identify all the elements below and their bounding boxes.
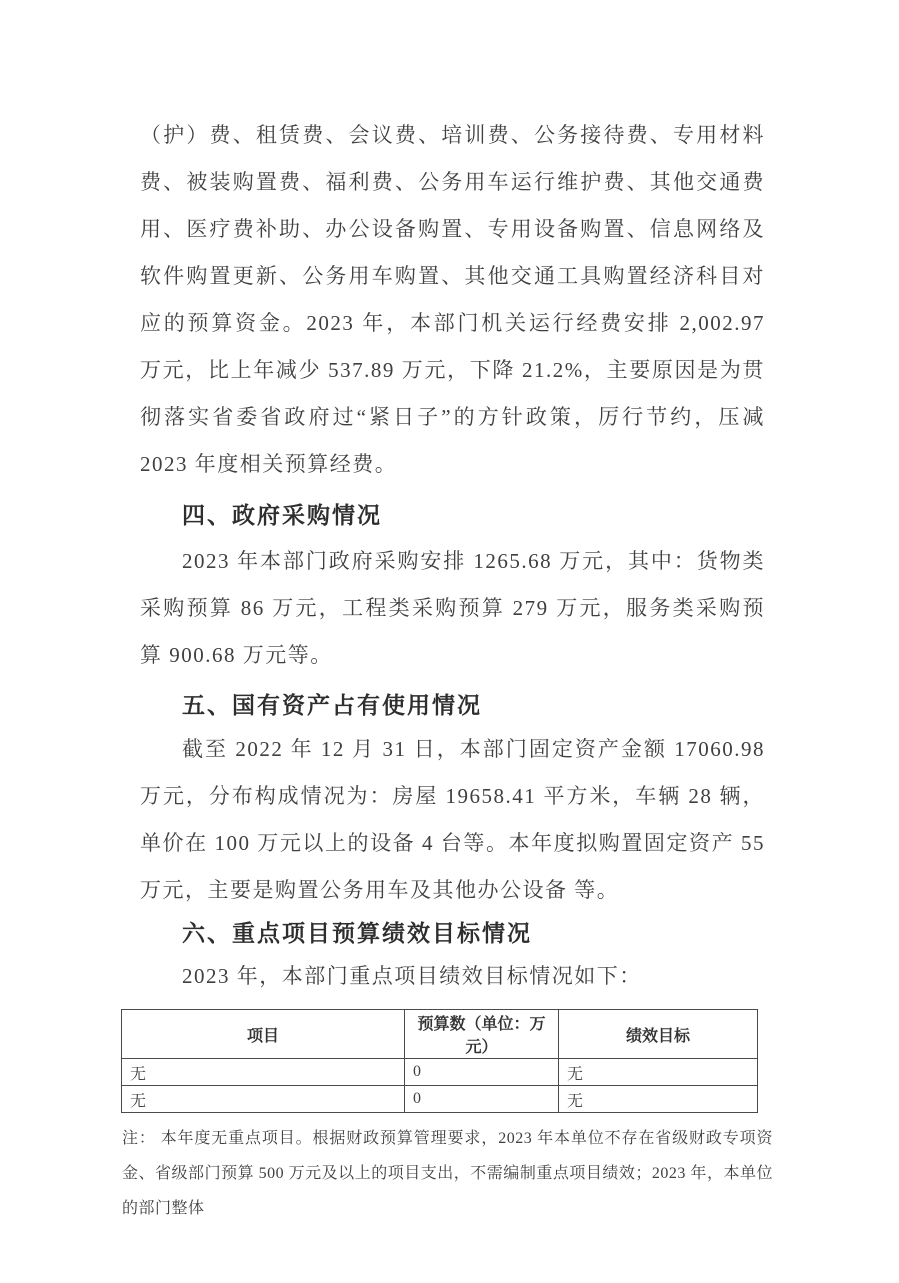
section-heading-state-owned-assets: 五、国有资产占有使用情况 bbox=[182, 692, 482, 718]
cell-target-2: 无 bbox=[559, 1086, 758, 1113]
table-header-performance-target: 绩效目标 bbox=[559, 1010, 758, 1059]
cell-project-1: 无 bbox=[122, 1059, 405, 1086]
document-content bbox=[122, 112, 773, 1226]
table-header-budget-amount: 预算数（单位：万元） bbox=[405, 1010, 559, 1059]
section-heading-key-project-performance: 六、重点项目预算绩效目标情况 bbox=[182, 920, 532, 946]
cell-budget-1: 0 bbox=[405, 1059, 559, 1086]
performance-target-table bbox=[121, 1009, 758, 1113]
table-header-project: 项目 bbox=[122, 1010, 405, 1059]
paragraph-state-owned-assets: 截至 2022 年 12 月 31 日，本部门固定资产金额 17060.98 万元，分布构成情况为：房屋 19658.41 平方米，车辆 28 辆，单价在 100 万元以上的设备 4 台等。本年度拟购置固定资产 55 万元，主要是购置公务用车及其他办公设备 等。 bbox=[140, 737, 765, 902]
table-note: 注： 本年度无重点项目。根据财政预算管理要求，2023 年本单位不存在省级财政专项资金、省级部门预算 500 万元及以上的项目支出，不需编制重点项目绩效；2023 年，本单位的部门整体 bbox=[122, 1130, 773, 1217]
section-heading-government-procurement: 四、政府采购情况 bbox=[182, 502, 382, 528]
table-row bbox=[122, 1059, 758, 1086]
paragraph-key-project-performance: 2023 年，本部门重点项目绩效目标情况如下： bbox=[182, 964, 642, 988]
paragraph-operating-expenses: （护）费、租赁费、会议费、培训费、公务接待费、专用材料费、被装购置费、福利费、公务用车运行维护费、其他交通费用、医疗费补助、办公设备购置、专用设备购置、信息网络及软件购置更新、公务用车购置、其他交通工具购置经济科目对应的预算资金。2023 年，本部门机关运行经费安排 2,002.97 万元，比上年减少 537.89 万元，下降 21.2%，主要原因是为贯彻落实省委省政府过“紧日子”的方针政策，厉行节约，压减 2023 年度相关预算经费。 bbox=[140, 123, 765, 476]
table-row bbox=[122, 1086, 758, 1113]
cell-target-1: 无 bbox=[559, 1059, 758, 1086]
table-header-row bbox=[122, 1010, 758, 1059]
cell-budget-2: 0 bbox=[405, 1086, 559, 1113]
cell-project-2: 无 bbox=[122, 1086, 405, 1113]
paragraph-government-procurement: 2023 年本部门政府采购安排 1265.68 万元，其中：货物类采购预算 86 万元，工程类采购预算 279 万元，服务类采购预算 900.68 万元等。 bbox=[140, 549, 765, 667]
